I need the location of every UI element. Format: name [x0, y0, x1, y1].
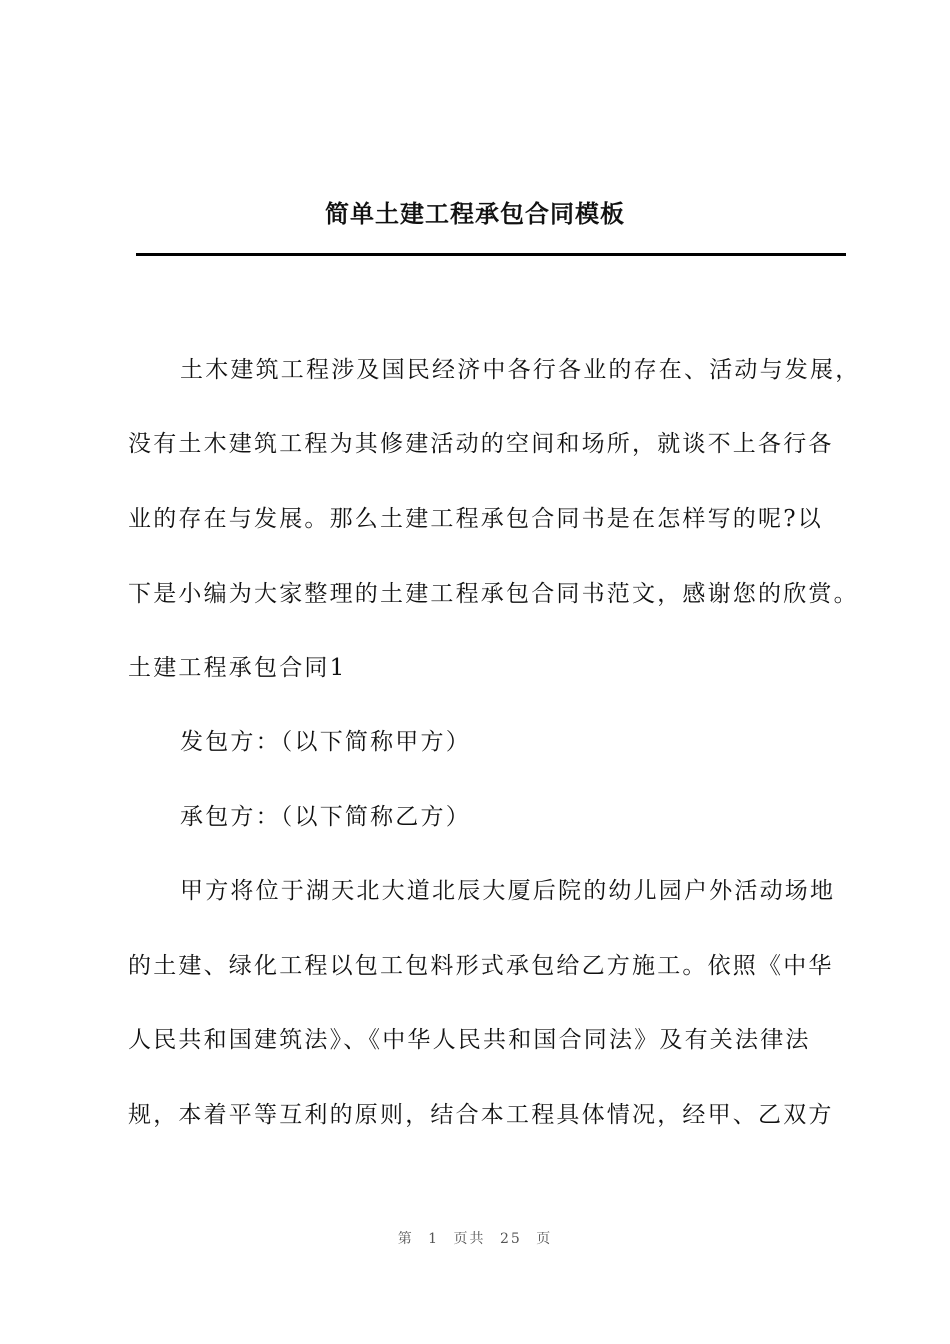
body-line: 人民共和国建筑法》、《中华人民共和国合同法》及有关法律法: [128, 1027, 811, 1053]
body-line: 业的存在与发展。那么土建工程承包合同书是在怎样写的呢?以: [128, 506, 823, 532]
section-heading: 土建工程承包合同1: [128, 655, 347, 681]
body-line: 土木建筑工程涉及国民经济中各行各业的存在、活动与发展，: [180, 357, 861, 383]
party-a-line: 发包方：（以下简称甲方）: [180, 729, 471, 755]
body-line: 甲方将位于湖天北大道北辰大厦后院的幼儿园户外活动场地: [180, 878, 836, 904]
page-title: 简单土建工程承包合同模板: [325, 199, 625, 228]
body-line: 规，本着平等互利的原则，结合本工程具体情况，经甲、乙双方: [128, 1102, 834, 1128]
body-line: 没有土木建筑工程为其修建活动的空间和场所，就谈不上各行各: [128, 431, 834, 457]
body-line: 下是小编为大家整理的土建工程承包合同书范文，感谢您的欣赏。: [128, 581, 859, 607]
page-number-footer: 第 1 页共 25 页: [397, 1231, 553, 1247]
title-divider: [136, 253, 846, 256]
party-b-line: 承包方：（以下简称乙方）: [180, 804, 471, 830]
body-line: 的土建、绿化工程以包工包料形式承包给乙方施工。依照《中华: [128, 953, 834, 979]
